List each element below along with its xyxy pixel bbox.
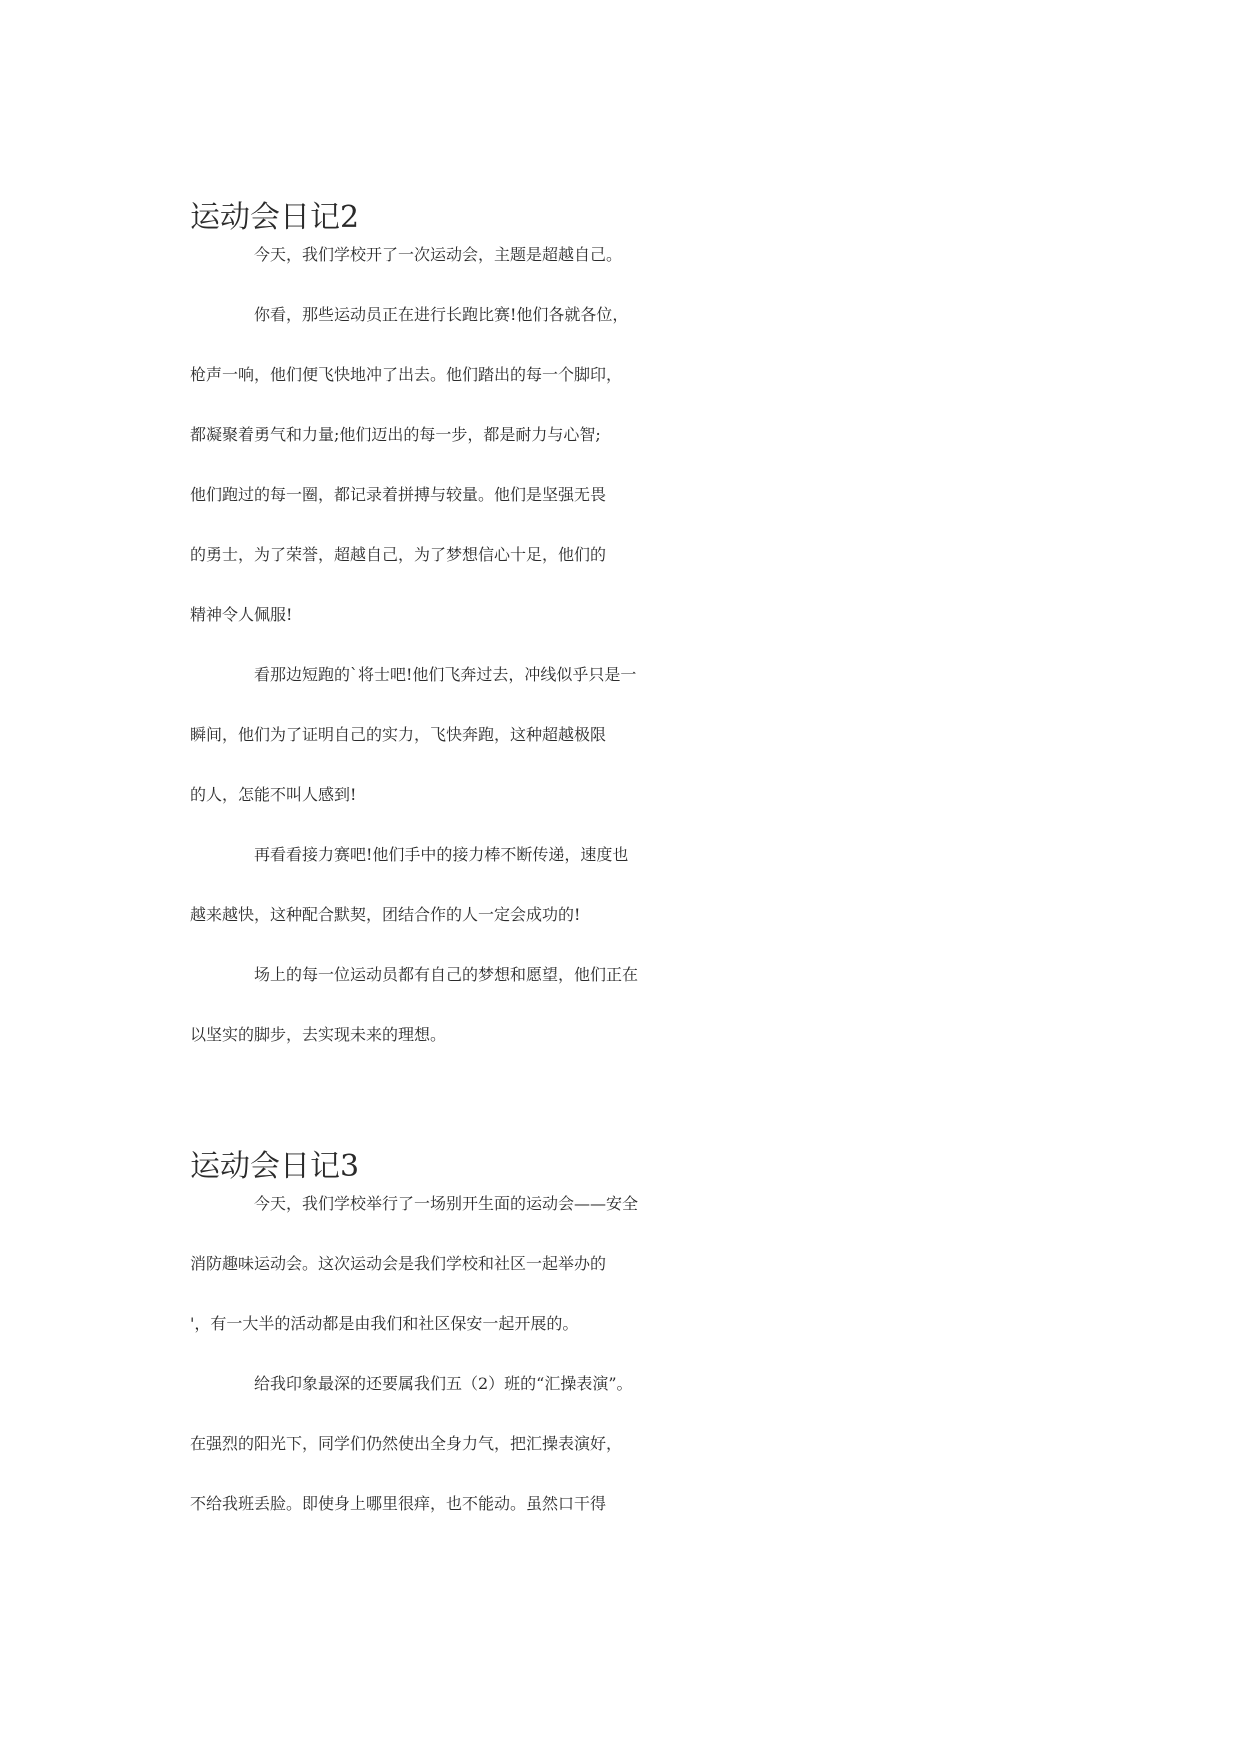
- section-diary-2: [190, 198, 1070, 1082]
- text-line: 都凝聚着勇气和力量;他们迈出的每一步，都是耐力与心智;: [190, 425, 601, 444]
- text-line: 你看，那些运动员正在进行长跑比赛!他们各就各位，: [254, 305, 629, 324]
- paragraph: [190, 842, 1070, 962]
- text-line: '，有一大半的活动都是由我们和社区保安一起开展的。: [190, 1314, 579, 1333]
- text-line: 的勇士，为了荣誉，超越自己，为了梦想信心十足，他们的: [190, 545, 607, 564]
- text-line: 瞬间，他们为了证明自己的实力，飞快奔跑，这种超越极限: [190, 725, 607, 744]
- paragraph: [190, 242, 1070, 302]
- text-line: 消防趣味运动会。这次运动会是我们学校和社区一起举办的: [190, 1254, 607, 1273]
- section-title: 运动会日记2: [190, 200, 360, 235]
- section-title: 运动会日记3: [190, 1149, 360, 1184]
- text-line: 看那边短跑的`将士吧!他们飞奔过去，冲线似乎只是一: [254, 665, 637, 684]
- text-line: 场上的每一位运动员都有自己的梦想和愿望，他们正在: [254, 965, 639, 984]
- text-line: 给我印象最深的还要属我们五（2）班的“汇操表演”。: [254, 1374, 633, 1393]
- paragraph: [190, 662, 1070, 842]
- text-line: 再看看接力赛吧!他们手中的接力棒不断传递，速度也: [254, 845, 629, 864]
- section-diary-3: [190, 1147, 1070, 1551]
- paragraph: [190, 1371, 1070, 1551]
- text-line: 精神令人佩服!: [190, 605, 293, 624]
- text-line: 今天，我们学校举行了一场别开生面的运动会——安全: [254, 1194, 639, 1213]
- text-line: 以坚实的脚步，去实现未来的理想。: [190, 1025, 447, 1044]
- text-line: 在强烈的阳光下，同学们仍然使出全身力气，把汇操表演好，: [190, 1434, 623, 1453]
- paragraph: [190, 302, 1070, 662]
- text-line: 他们跑过的每一圈，都记录着拼搏与较量。他们是坚强无畏: [190, 485, 607, 504]
- text-line: 枪声一响，他们便飞快地冲了出去。他们踏出的每一个脚印，: [190, 365, 623, 384]
- text-line: 不给我班丢脸。即使身上哪里很痒，也不能动。虽然口干得: [190, 1494, 607, 1513]
- paragraph: [190, 962, 1070, 1082]
- text-line: 越来越快，这种配合默契，团结合作的人一定会成功的!: [190, 905, 581, 924]
- text-line: 今天，我们学校开了一次运动会，主题是超越自己。: [254, 245, 623, 264]
- paragraph: [190, 1191, 1070, 1371]
- text-line: 的人，怎能不叫人感到!: [190, 785, 357, 804]
